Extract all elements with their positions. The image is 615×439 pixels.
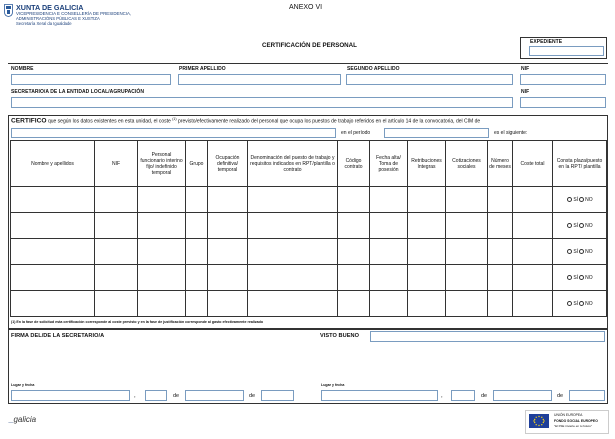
col-codigo: Código contrato	[338, 141, 370, 187]
period-field[interactable]	[384, 128, 489, 138]
footnote-ref: (1)	[172, 117, 177, 121]
table-cell-input[interactable]	[446, 265, 488, 291]
table-cell-input[interactable]	[186, 239, 208, 265]
lugar-field-right[interactable]	[321, 390, 438, 401]
col-nombre: Nombre y apellidos	[11, 141, 95, 187]
col-grupo: Grupo	[186, 141, 208, 187]
table-cell-input[interactable]	[370, 213, 408, 239]
col-cotizaciones: Cotizaciones sociales	[446, 141, 488, 187]
certifico-text: que según los datos existentes en esta unidad, el coste	[47, 118, 171, 125]
de-left-2: de	[249, 393, 256, 399]
comma-left: ,	[134, 393, 136, 399]
consta-cell	[553, 239, 607, 265]
table-cell-input[interactable]	[186, 187, 208, 213]
table-cell-input[interactable]	[186, 265, 208, 291]
table-cell-input[interactable]	[408, 291, 446, 317]
table-cell-input[interactable]	[186, 213, 208, 239]
table-cell-input[interactable]	[138, 213, 186, 239]
table-cell-input[interactable]	[248, 213, 338, 239]
personnel-table	[10, 140, 607, 317]
consta-cell	[553, 213, 607, 239]
nif-field[interactable]	[520, 74, 606, 85]
radio-no-label: NO	[585, 300, 593, 307]
table-cell-input[interactable]	[513, 291, 553, 317]
certifico-line	[11, 117, 480, 125]
table-cell-input[interactable]	[488, 187, 513, 213]
radio-si-label: SÍ	[573, 274, 579, 281]
radio-si[interactable]	[567, 249, 572, 254]
table-cell-input[interactable]	[408, 239, 446, 265]
certifico-text-2: previsto/efectivamente realizado del personal que ocupa los puestos de trabajo referidos en el artículo 14 de la convocatoria, del CIM de	[178, 118, 481, 125]
radio-no-label: NO	[585, 274, 593, 281]
org-line-3: Secretaría Xeral da Igualdade	[16, 21, 72, 26]
eu-line-1: UNIÓN EUROPEA	[554, 413, 583, 417]
table-cell-input[interactable]	[513, 187, 553, 213]
lugar-fecha-label-right: Lugar y fecha	[321, 383, 345, 387]
table-cell-input[interactable]	[338, 265, 370, 291]
table-cell-input[interactable]	[370, 265, 408, 291]
table-cell-input[interactable]	[338, 213, 370, 239]
firma-label: FIRMA DEL/DE LA SECRETARIO/A	[11, 333, 105, 339]
table-cell-input[interactable]	[208, 213, 248, 239]
primer-apellido-field[interactable]	[178, 74, 341, 85]
col-denominacion: Denominación del puesto de trabajo y requisitos indicados en RPT/plantilla o contrato	[248, 141, 338, 187]
eu-line-3: "El FSE invierte en tu futuro"	[554, 424, 592, 428]
table-cell-input[interactable]	[370, 187, 408, 213]
radio-si[interactable]	[567, 197, 572, 202]
segundo-apellido-field[interactable]	[346, 74, 513, 85]
radio-no[interactable]	[579, 197, 584, 202]
table-row	[11, 187, 607, 213]
period-label: en el período	[341, 130, 371, 136]
de-right-2: de	[557, 393, 564, 399]
year-field-right[interactable]	[569, 390, 605, 401]
radio-si-label: SÍ	[573, 222, 579, 229]
following-label: es el siguiente:	[494, 130, 528, 136]
radio-no[interactable]	[579, 223, 584, 228]
table-cell-input[interactable]	[513, 265, 553, 291]
table-cell-input[interactable]	[138, 239, 186, 265]
col-nif: NIF	[95, 141, 138, 187]
table-cell-input[interactable]	[248, 265, 338, 291]
annex-label: ANEXO VI	[289, 4, 323, 11]
segundo-apellido-label: SEGUNDO APELLIDO	[347, 66, 400, 72]
radio-no[interactable]	[579, 275, 584, 280]
consta-cell	[553, 265, 607, 291]
radio-no-label: NO	[585, 222, 593, 229]
table-cell-input[interactable]	[488, 291, 513, 317]
section-divider	[8, 63, 608, 64]
col-meses: Número de meses	[488, 141, 513, 187]
comma-right: ,	[441, 393, 443, 399]
table-row	[11, 291, 607, 317]
table-row	[11, 213, 607, 239]
visto-bueno-field[interactable]	[370, 331, 605, 342]
table-cell-input[interactable]	[446, 187, 488, 213]
table-cell-input[interactable]	[488, 213, 513, 239]
expediente-field[interactable]	[529, 46, 604, 56]
galicia-brand: galicia	[13, 415, 37, 424]
month-field-right[interactable]	[493, 390, 552, 401]
col-consta: Consta plaza/puesto en la RPT/ plantilla	[553, 141, 607, 187]
primer-apellido-label: PRIMER APELLIDO	[179, 66, 226, 72]
col-personal: Personal funcionario interino fijo/ indefinido temporal	[138, 141, 186, 187]
table-cell-input[interactable]	[186, 291, 208, 317]
radio-si-label: SÍ	[573, 248, 579, 255]
col-ocupacion: Ocupación definitiva/ temporal	[208, 141, 248, 187]
table-cell-input[interactable]	[338, 187, 370, 213]
table-cell-input[interactable]	[95, 187, 138, 213]
table-cell-input[interactable]	[370, 239, 408, 265]
galicia-logo	[9, 415, 36, 424]
table-cell-input[interactable]	[11, 291, 95, 317]
table-cell-input[interactable]	[95, 265, 138, 291]
visto-bueno-label: VISTO BUENO	[320, 333, 359, 339]
xunta-logo	[4, 4, 13, 17]
eu-flag-icon	[529, 414, 549, 428]
page-title: CERTIFICACIÓN DE PERSONAL	[262, 42, 357, 49]
table-cell-input[interactable]	[11, 239, 95, 265]
table-cell-input[interactable]	[138, 291, 186, 317]
de-right-1: de	[481, 393, 488, 399]
table-row	[11, 265, 607, 291]
table-cell-input[interactable]	[248, 291, 338, 317]
lugar-field-left[interactable]	[11, 390, 130, 401]
month-field-left[interactable]	[185, 390, 244, 401]
nif-label: NIF	[521, 66, 530, 72]
table-cell-input[interactable]	[208, 265, 248, 291]
table-cell-input[interactable]	[11, 187, 95, 213]
org-line-2: ADMINISTRACIÓNS PÚBLICAS E XUSTIZA	[16, 16, 100, 21]
day-field-right[interactable]	[451, 390, 475, 401]
table-cell-input[interactable]	[138, 265, 186, 291]
radio-si[interactable]	[567, 275, 572, 280]
table-cell-input[interactable]	[446, 291, 488, 317]
nombre-label: NOMBRE	[11, 66, 34, 72]
radio-si-label: SÍ	[573, 196, 579, 203]
day-field-left[interactable]	[145, 390, 167, 401]
consta-cell	[553, 291, 607, 317]
consta-cell	[553, 187, 607, 213]
nif2-field[interactable]	[520, 97, 606, 108]
radio-no[interactable]	[579, 301, 584, 306]
table-cell-input[interactable]	[446, 239, 488, 265]
table-cell-input[interactable]	[138, 187, 186, 213]
table-cell-input[interactable]	[208, 187, 248, 213]
year-field-left[interactable]	[261, 390, 294, 401]
lugar-fecha-label-left: Lugar y fecha	[11, 383, 35, 387]
radio-si-label: SÍ	[573, 300, 579, 307]
footnote: (1) En la fase de solicitud esta certificación corresponde al coste previsto y en la fase de justificación corresponde al gasto efectivamente realizado	[11, 320, 264, 324]
col-retribuciones: Retribuciones íntegras	[408, 141, 446, 187]
cim-field[interactable]	[11, 128, 336, 138]
secretario-field[interactable]	[11, 97, 513, 108]
org-line-1: VICEPRESIDENCIA E CONSELLERÍA DE PRESIDENCIA,	[16, 11, 132, 16]
radio-no-label: NO	[585, 248, 593, 255]
table-cell-input[interactable]	[408, 187, 446, 213]
table-cell-input[interactable]	[338, 239, 370, 265]
radio-si[interactable]	[567, 223, 572, 228]
radio-no[interactable]	[579, 249, 584, 254]
table-cell-input[interactable]	[248, 187, 338, 213]
table-cell-input[interactable]	[408, 265, 446, 291]
table-cell-input[interactable]	[208, 239, 248, 265]
table-cell-input[interactable]	[513, 239, 553, 265]
table-cell-input[interactable]	[338, 291, 370, 317]
nif2-label: NIF	[521, 89, 530, 95]
galicia-underscore: _	[9, 415, 14, 424]
radio-si[interactable]	[567, 301, 572, 306]
table-cell-input[interactable]	[446, 213, 488, 239]
table-cell-input[interactable]	[11, 265, 95, 291]
expediente-label: EXPEDIENTE	[530, 39, 563, 45]
table-cell-input[interactable]	[208, 291, 248, 317]
table-cell-input[interactable]	[513, 213, 553, 239]
certifico-word: CERTIFICO	[11, 117, 47, 125]
col-coste: Coste total	[513, 141, 553, 187]
de-left-1: de	[173, 393, 180, 399]
table-cell-input[interactable]	[370, 291, 408, 317]
table-row	[11, 239, 607, 265]
secretario-label: SECRETARIO/A DE LA ENTIDAD LOCAL/AGRUPACIÓN	[11, 89, 144, 95]
org-name: XUNTA DE GALICIA	[16, 3, 84, 12]
table-cell-input[interactable]	[95, 291, 138, 317]
table-cell-input[interactable]	[95, 213, 138, 239]
table-cell-input[interactable]	[95, 239, 138, 265]
radio-no-label: NO	[585, 196, 593, 203]
table-cell-input[interactable]	[11, 213, 95, 239]
table-cell-input[interactable]	[248, 239, 338, 265]
nombre-field[interactable]	[11, 74, 171, 85]
col-fecha: Fecha alta/ Toma de posesión	[370, 141, 408, 187]
eu-line-2: FONDO SOCIAL EUROPEO	[554, 419, 598, 423]
table-cell-input[interactable]	[408, 213, 446, 239]
table-cell-input[interactable]	[488, 265, 513, 291]
table-cell-input[interactable]	[488, 239, 513, 265]
